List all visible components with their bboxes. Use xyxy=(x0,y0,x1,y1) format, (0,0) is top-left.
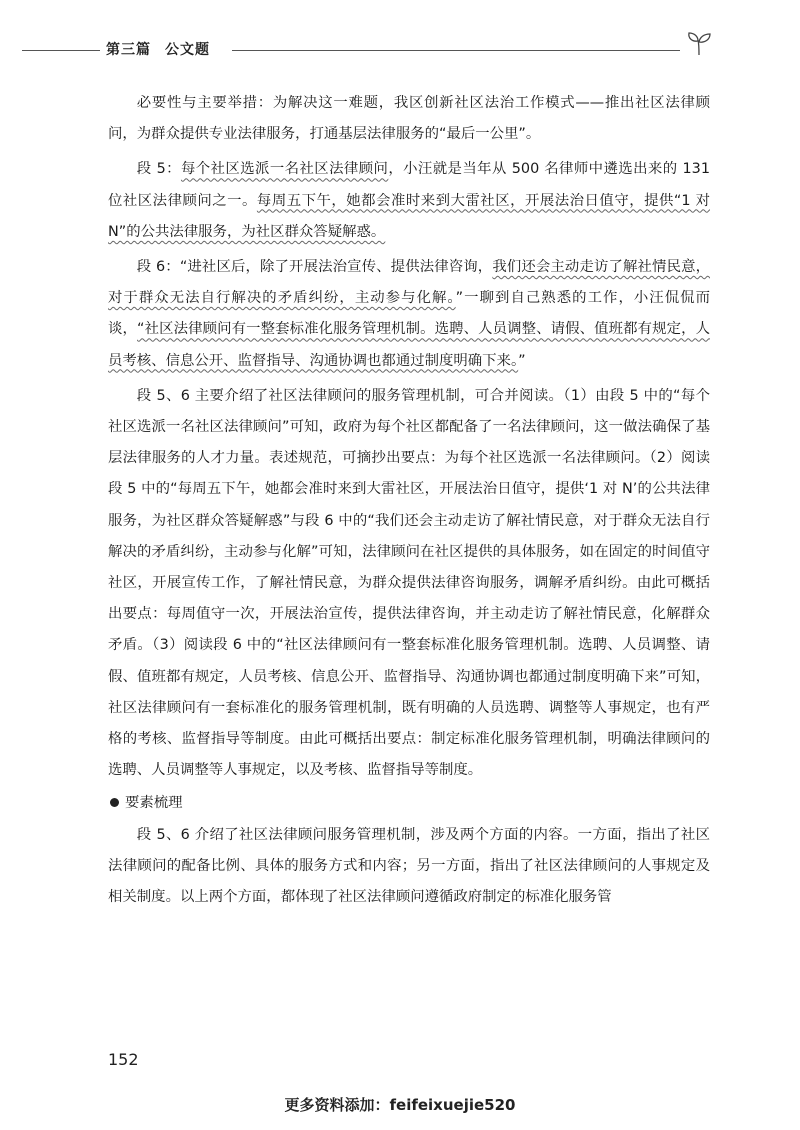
header-title xyxy=(106,39,210,59)
section-heading-text: 要素梳理 xyxy=(125,795,183,812)
sprout-icon xyxy=(684,30,714,56)
p6-label: 段 6：“进社区后，除了开展法治宣传、提供法律咨询， xyxy=(136,259,493,276)
paragraph-analysis: 段 5、6 主要介绍了社区法律顾问的服务管理机制，可合并阅读。（1）由段 5 中的“每个社区选派一名社区法律顾问”可知，政府为每个社区都配备了一名法律顾问，这一做法确保了基层法律服务的人才力量。表述规范，可摘抄出要点：为每个社区选派一名法律顾问。（2）阅读段 5 中的“每周五下午，她都会准时来到大雷社区，开展法治日值守，提供‘1 对 N’的公共法律服务，为社区群众答疑解惑”与段 6 中的“我们还会主动走访了解社情民意，对于群众无法自行解决的矛盾纠纷，主动参与化解”可知，法律顾问在社区提供的具体服务，如在固定的时间值守社区，开展宣传工作，了解社情民意，为群众提供法律咨询服务，调解矛盾纠纷。由此可概括出要点：每周值守一次，开展法治宣传，提供法律咨询，并主动走访了解社情民意，化解群众矛盾。（3）阅读段 6 中的“社区法律顾问有一整套标准化服务管理机制。选聘、人员调整、请假、值班都有规定，人员考核、信息公开、监督指导、沟通协调也都通过制度明确下来”可知，社区法律顾问有一套标准化的服务管理机制，既有明确的人员选聘、调整等人事规定，也有严格的考核、监督指导等制度。由此可概括出要点：制定标准化服务管理机制，明确法律顾问的选聘、人员调整等人事规定，以及考核、监督指导等制度。 xyxy=(108,387,710,779)
page-header xyxy=(0,30,800,58)
header-rule-right xyxy=(232,50,680,51)
p5-underlined-2: 每周五下午，她都会准时来到大雷社区，开展法治日值守，提供“1 对 N”的公共法律服务，为社区群众答疑解惑。 xyxy=(108,192,710,240)
section-heading xyxy=(108,788,710,819)
page-number: 152 xyxy=(108,1050,139,1069)
bullet-icon xyxy=(110,798,119,807)
paragraph-necessity: 必要性与主要举措：为解决这一难题，我区创新社区法治工作模式——推出社区法律顾问，为群众提供专业法律服务，打通基层法律服务的“最后一公里”。 xyxy=(108,95,710,143)
paragraph-summary: 段 5、6 介绍了社区法律顾问服务管理机制，涉及两个方面的内容。一方面，指出了社区法律顾问的配备比例、具体的服务方式和内容；另一方面，指出了社区法律顾问的人事规定及相关制度。以上两个方面，都体现了社区法律顾问遵循政府制定的标准化服务管 xyxy=(108,826,710,906)
paragraph-5 xyxy=(108,154,710,248)
paragraph-6 xyxy=(108,252,710,377)
p6-text-1: ”一聊到自己熟悉的工作，小汪侃侃而谈， xyxy=(108,290,710,338)
p6-underlined-1: 我们还会主动走访了解社情民意，对于群众无法自行解决的矛盾纠纷，主动参与化解。 xyxy=(108,259,710,307)
p5-text-1: ，小汪就是当年从 500 名律师中遴选出来的 131 位社区法律顾问之一。 xyxy=(108,161,710,209)
header-section: 第三篇 xyxy=(106,42,151,58)
header-rule-left xyxy=(22,50,100,51)
p5-label: 段 5： xyxy=(136,161,181,178)
footer-note: 更多资料添加：feifeixuejie520 xyxy=(284,1096,516,1114)
p6-underlined-2: “社区法律顾问有一整套标准化服务管理机制。选聘、人员调整、请假、值班都有规定，人员考核、信息公开、监督指导、沟通协调也都通过制度明确下来。 xyxy=(108,321,710,369)
p6-text-2: ” xyxy=(518,352,526,369)
p5-underlined-1: 每个社区选派一名社区法律顾问 xyxy=(180,161,389,178)
page-content xyxy=(108,88,710,913)
header-chapter: 公文题 xyxy=(165,42,210,58)
